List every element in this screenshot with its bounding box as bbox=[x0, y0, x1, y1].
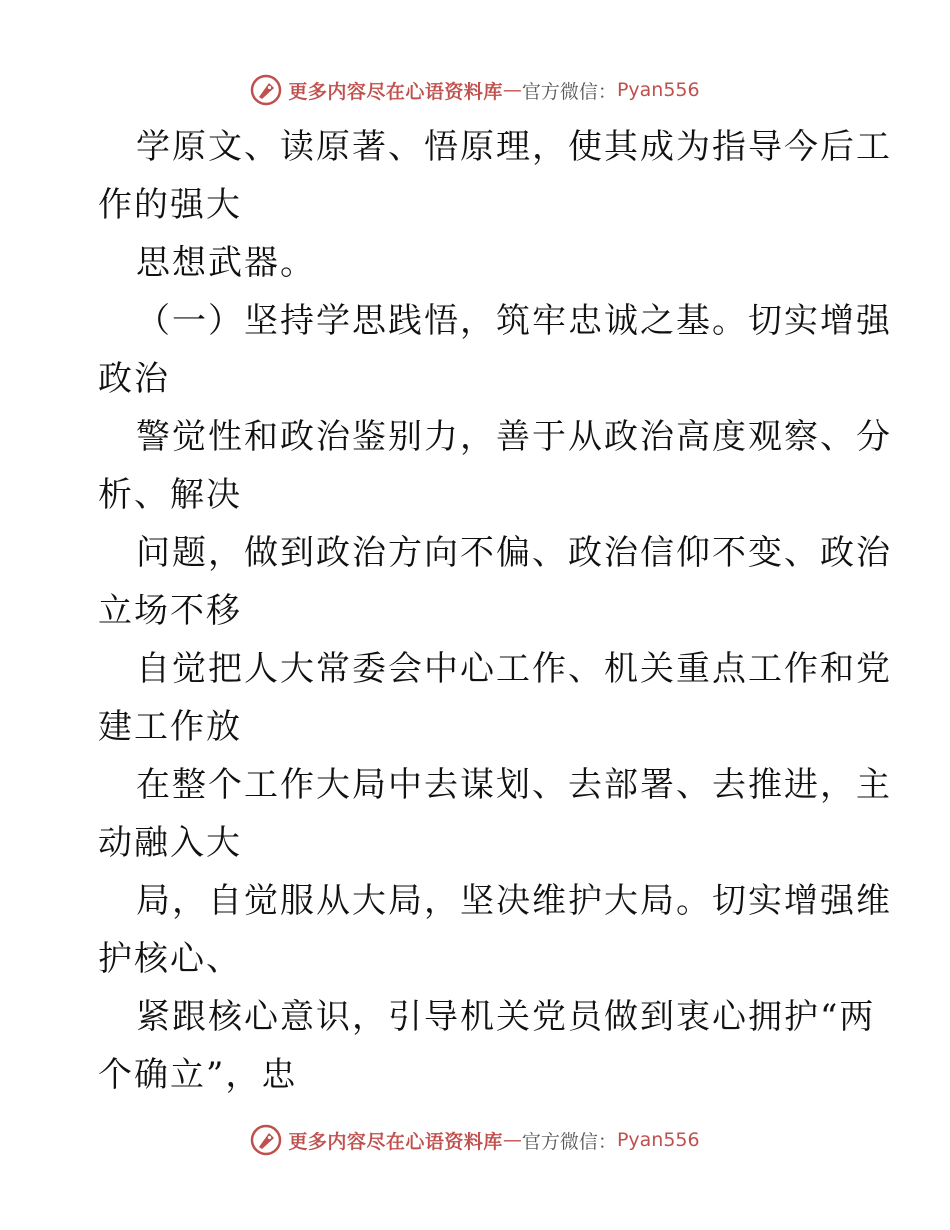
watermark-wechat-id: Pyan556 bbox=[616, 1129, 700, 1151]
body-line: 自觉把人大常委会中心工作、机关重点工作和党 bbox=[136, 649, 892, 689]
watermark-official-label: 官方微信： bbox=[521, 1130, 617, 1153]
body-line: 立场不移 bbox=[98, 591, 242, 631]
watermark-wechat-id: Pyan556 bbox=[616, 79, 700, 101]
body-line: 问题，做到政治方向不偏、政治信仰不变、政治 bbox=[136, 533, 892, 573]
body-line: 紧跟核心意识，引导机关党员做到衷心拥护“两 bbox=[136, 997, 876, 1037]
body-line: 思想武器。 bbox=[136, 243, 316, 283]
body-line: 政治 bbox=[98, 359, 170, 399]
body-line: 建工作放 bbox=[98, 707, 242, 747]
body-line: 析、解决 bbox=[98, 475, 242, 515]
watermark-dash: — bbox=[502, 1129, 522, 1151]
footer-watermark bbox=[0, 1120, 950, 1160]
watermark-main-text: 更多内容尽在心语资料库 bbox=[288, 80, 503, 103]
watermark-dash: — bbox=[502, 79, 522, 101]
watermark-official-label: 官方微信： bbox=[521, 80, 617, 103]
document-body bbox=[98, 118, 892, 1104]
pen-nib-logo-icon bbox=[250, 74, 282, 106]
body-line: 护核心、 bbox=[98, 939, 242, 979]
body-line: 作的强大 bbox=[98, 185, 242, 225]
body-line: （一）坚持学思践悟，筑牢忠诚之基。切实增强 bbox=[136, 301, 892, 341]
body-line: 在整个工作大局中去谋划、去部署、去推进，主 bbox=[136, 765, 892, 805]
body-line: 局，自觉服从大局，坚决维护大局。切实增强维 bbox=[136, 881, 892, 921]
watermark-main-text: 更多内容尽在心语资料库 bbox=[288, 1130, 503, 1153]
body-line: 个确立”，忠 bbox=[98, 1055, 298, 1095]
body-line: 警觉性和政治鉴别力，善于从政治高度观察、分 bbox=[136, 417, 892, 457]
body-line: 动融入大 bbox=[98, 823, 242, 863]
pen-nib-logo-icon bbox=[250, 1124, 282, 1156]
body-line: 学原文、读原著、悟原理，使其成为指导今后工 bbox=[136, 127, 892, 167]
header-watermark bbox=[0, 70, 950, 110]
